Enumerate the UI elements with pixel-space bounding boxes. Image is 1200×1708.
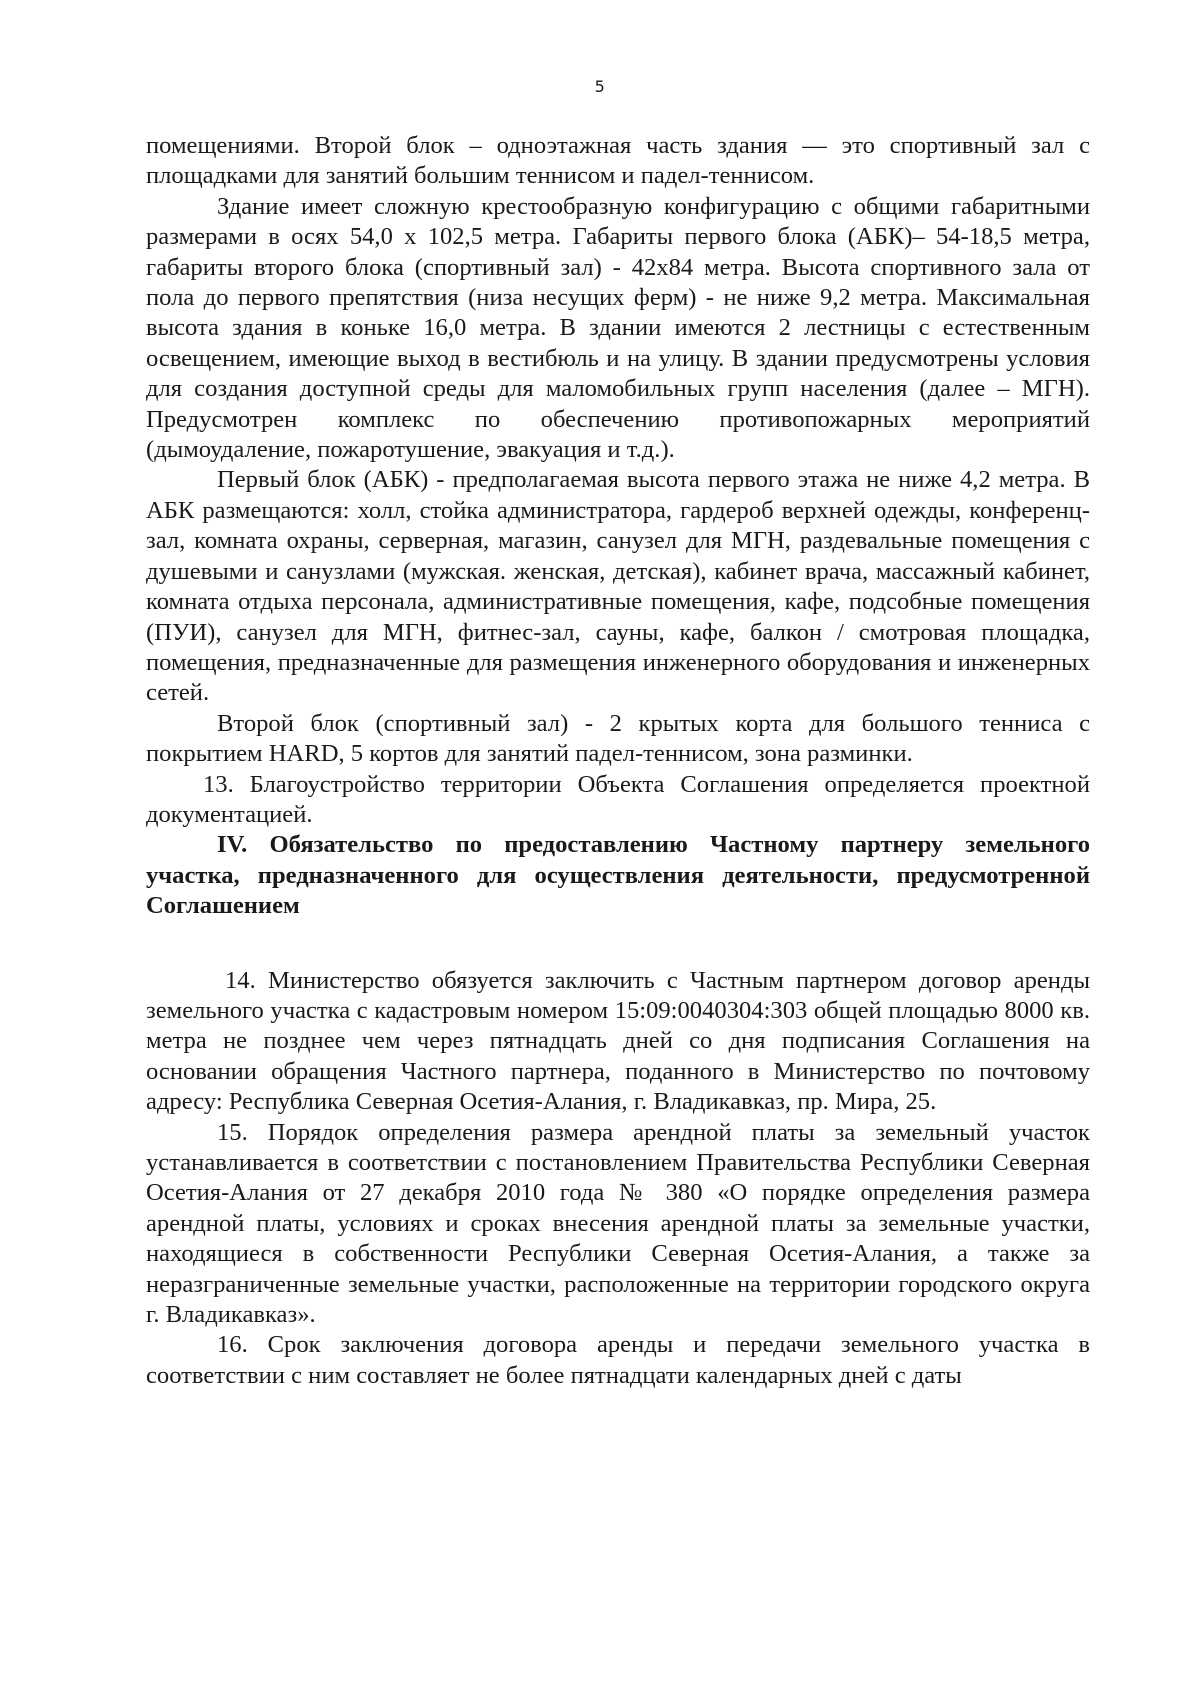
paragraph-building-config: Здание имеет сложную крестообразную конфигурацию с общими габаритными размерами в осях 54,0 х 102,5 метра. Габариты первого блока (АБК)– 54-18,5 метра, габариты второго блока (спортивный зал) - 42х84 метра. Высота спортивного зала от пола до первого препятствия (низа несущих ферм) - не ниже 9,2 метра. Максимальная высота здания в коньке 16,0 метра. В здании имеются 2 лестницы с естественным освещением, имеющие выход в вестибюль и на улицу. В здании предусмотрены условия для создания доступной среды для маломобильных групп населения (далее – МГН). Предусмотрен комплекс по обеспечению противопожарных мероприятий (дымоудаление, пожаротушение, эвакуация и т.д.). xyxy=(146,192,1090,464)
section-spacer xyxy=(146,922,1090,966)
paragraph-item-16: 16. Срок заключения договора аренды и передачи земельного участка в соответствии с ним составляет не более пятнадцати календарных дней с даты xyxy=(146,1331,1090,1389)
paragraph-item-13: 13. Благоустройство территории Объекта Соглашения определяется проектной документацией. xyxy=(146,770,1090,828)
paragraph-item-14: 14. Министерство обязуется заключить с Частным партнером договор аренды земельного участка с кадастровым номером 15:09:0040304:303 общей площадью 8000 кв. метра не позднее чем через пятнадцать дней со дня подписания Соглашения на основании обращения Частного партнера, поданного в Министерство по почтовому адресу: Республика Северная Осетия-Алания, г. Владикавказ, пр. Мира, 25. xyxy=(146,966,1090,1116)
page-number: 5 xyxy=(594,77,606,96)
section-heading-iv: IV. Обязательство по предоставлению Частному партнеру земельного участка, предназначенного для осуществления деятельности, предусмотренной Соглашением xyxy=(146,831,1090,920)
paragraph-second-block: Второй блок (спортивный зал) - 2 крытых корта для большого тенниса с покрытием HARD, 5 кортов для занятий падел-теннисом, зона разминки. xyxy=(146,709,1090,768)
paragraph-item-15: 15. Порядок определения размера арендной платы за земельный участок устанавливается в соответствии с постановлением Правительства Республики Северная Осетия-Алания от 27 декабря 2010 года № 380 «О порядке определения размера арендной платы, условиях и сроках внесения арендной платы за земельные участки, находящиеся в собственности Республики Северная Осетия-Алания, а также за неразграниченные земельные участки, расположенные на территории городского округа г. Владикавказ». xyxy=(146,1118,1090,1329)
paragraph-first-block: Первый блок (АБК) - предполагаемая высота первого этажа не ниже 4,2 метра. В АБК размещаются: холл, стойка администратора, гардероб верхней одежды, конференц-зал, комната охраны, серверная, магазин, санузел для МГН, раздевальные помещения с душевыми и санузлами (мужская. женская, детская), кабинет врача, массажный кабинет, комната отдыха персонала, административные помещения, кафе, подсобные помещения (ПУИ), санузел для МГН, фитнес-зал, сауны, кафе, балкон / смотровая площадка, помещения, предназначенные для размещения инженерного оборудования и инженерных сетей. xyxy=(146,466,1090,707)
paragraph-block-two-intro: помещениями. Второй блок – одноэтажная часть здания — это спортивный зал с площадками для занятий большим теннисом и падел-теннисом. xyxy=(146,132,1090,190)
document-body xyxy=(146,131,1090,1391)
